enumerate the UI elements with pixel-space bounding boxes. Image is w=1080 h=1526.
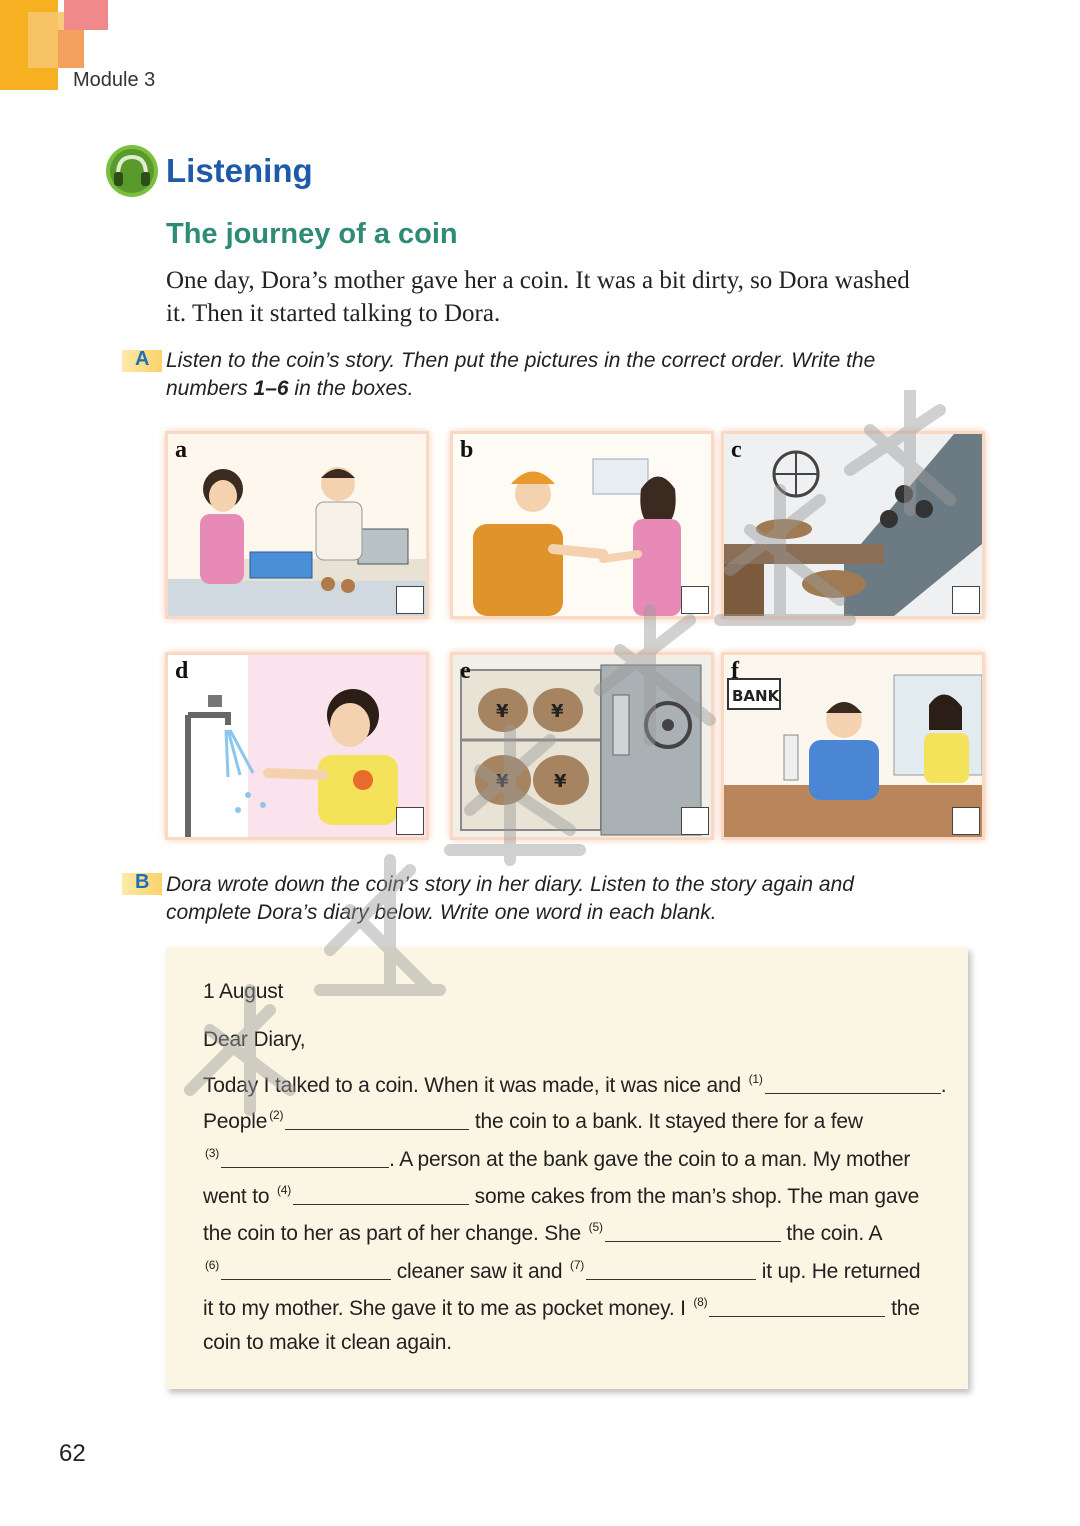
section-title: Listening: [166, 152, 313, 189]
diary-line-4: [203, 1183, 919, 1209]
blank-1[interactable]: [765, 1075, 941, 1094]
diary-text: some cakes from the man’s shop. The man gave: [474, 1185, 920, 1208]
blank-number: (2): [269, 1108, 284, 1122]
diary-text: went to: [203, 1185, 270, 1208]
diary-line-1: [203, 1072, 946, 1098]
blank-number: (8): [693, 1295, 708, 1309]
blank-number: (7): [570, 1258, 585, 1272]
bank-counter-illustration: [724, 655, 982, 837]
blank-3[interactable]: [221, 1149, 389, 1168]
picture-d: [168, 655, 426, 837]
instruction-text: Listen to the coin’s story. Then put the pictures in the correct order. Write the: [166, 349, 876, 372]
diary-text: it up. He returned: [761, 1260, 921, 1283]
yen-symbol: ¥: [496, 701, 509, 722]
yen-symbol: ¥: [496, 771, 509, 792]
diary-text: it to my mother. She gave it to me as pocket money. I: [203, 1297, 686, 1320]
diary-line-5: [203, 1220, 882, 1246]
blank-7[interactable]: [586, 1261, 756, 1280]
diary-line-7: [203, 1295, 920, 1321]
part-a-instruction: [166, 347, 946, 403]
picture-a: [168, 434, 426, 616]
blank-8[interactable]: [709, 1298, 885, 1317]
picture-e: [453, 655, 711, 837]
diary-text: cleaner saw it and: [396, 1260, 563, 1283]
diary-line-8: coin to make it clean again.: [203, 1331, 452, 1354]
instruction-bold: 1–6: [253, 377, 289, 400]
instruction-text: numbers: [166, 377, 254, 400]
bank-sign: BANK: [732, 687, 780, 705]
coin-factory-illustration: [724, 434, 982, 616]
instruction-text: in the boxes.: [288, 377, 414, 400]
picture-letter: f: [731, 658, 739, 684]
answer-box-b[interactable]: [681, 586, 709, 614]
diary-line-3: [203, 1146, 910, 1172]
part-b-instruction: [166, 871, 946, 927]
module-label: Module 3: [73, 69, 156, 91]
diary-text: the coin. A: [786, 1222, 883, 1245]
answer-box-c[interactable]: [952, 586, 980, 614]
instruction-text: complete Dora’s diary below. Write one word in each blank.: [166, 901, 717, 924]
bank-vault-illustration: [453, 655, 711, 837]
cleaner-picking-coin-illustration: [453, 434, 711, 616]
blank-number: (5): [588, 1220, 603, 1234]
answer-box-d[interactable]: [396, 807, 424, 835]
picture-letter: c: [731, 437, 742, 463]
picture-letter: d: [175, 658, 189, 684]
blank-number: (3): [205, 1146, 220, 1160]
diary-box: [166, 947, 968, 1389]
blank-4[interactable]: [293, 1186, 469, 1205]
section-subtitle: The journey of a coin: [166, 218, 458, 250]
picture-b: [453, 434, 711, 616]
corner-decoration: [64, 0, 108, 30]
diary-text: the coin to her as part of her change. She: [203, 1222, 582, 1245]
diary-text: the coin to a bank. It stayed there for a few: [474, 1110, 863, 1133]
answer-box-f[interactable]: [952, 807, 980, 835]
diary-text: the: [891, 1297, 920, 1320]
corner-decoration: [58, 30, 84, 68]
part-a-letter: A: [135, 348, 150, 370]
blank-number: (6): [205, 1258, 220, 1272]
yen-symbol: ¥: [554, 771, 567, 792]
headphones-icon: [104, 143, 160, 199]
part-b-letter: B: [135, 871, 150, 893]
page-number: 62: [59, 1440, 86, 1467]
blank-number: (1): [748, 1072, 763, 1086]
blank-number: (4): [276, 1183, 292, 1197]
picture-letter: a: [175, 437, 187, 463]
answer-box-a[interactable]: [396, 586, 424, 614]
blank-6[interactable]: [221, 1261, 391, 1280]
blank-2[interactable]: [285, 1111, 469, 1130]
picture-c: [724, 434, 982, 616]
picture-f: [724, 655, 982, 837]
washing-coin-illustration: [168, 655, 426, 837]
diary-text: Today I talked to a coin. When it was made, it was nice and: [203, 1074, 741, 1097]
yen-symbol: ¥: [551, 701, 564, 722]
picture-letter: b: [460, 437, 474, 463]
diary-line-6: [203, 1258, 920, 1284]
blank-5[interactable]: [605, 1223, 781, 1242]
picture-letter: e: [460, 658, 471, 684]
diary-greeting: Dear Diary,: [203, 1028, 306, 1051]
diary-line-2: [203, 1108, 863, 1134]
diary-text: People: [203, 1110, 268, 1133]
diary-text: .: [940, 1074, 947, 1097]
diary-text: . A person at the bank gave the coin to a man. My mother: [389, 1148, 911, 1171]
instruction-text: Dora wrote down the coin’s story in her diary. Listen to the story again and: [166, 873, 854, 896]
diary-date: 1 August: [203, 980, 284, 1003]
intro-paragraph: One day, Dora’s mother gave her a coin. It was a bit dirty, so Dora washed it. Then it started talking to Dora.: [166, 267, 910, 327]
shop-counter-illustration: [168, 434, 426, 616]
answer-box-e[interactable]: [681, 807, 709, 835]
